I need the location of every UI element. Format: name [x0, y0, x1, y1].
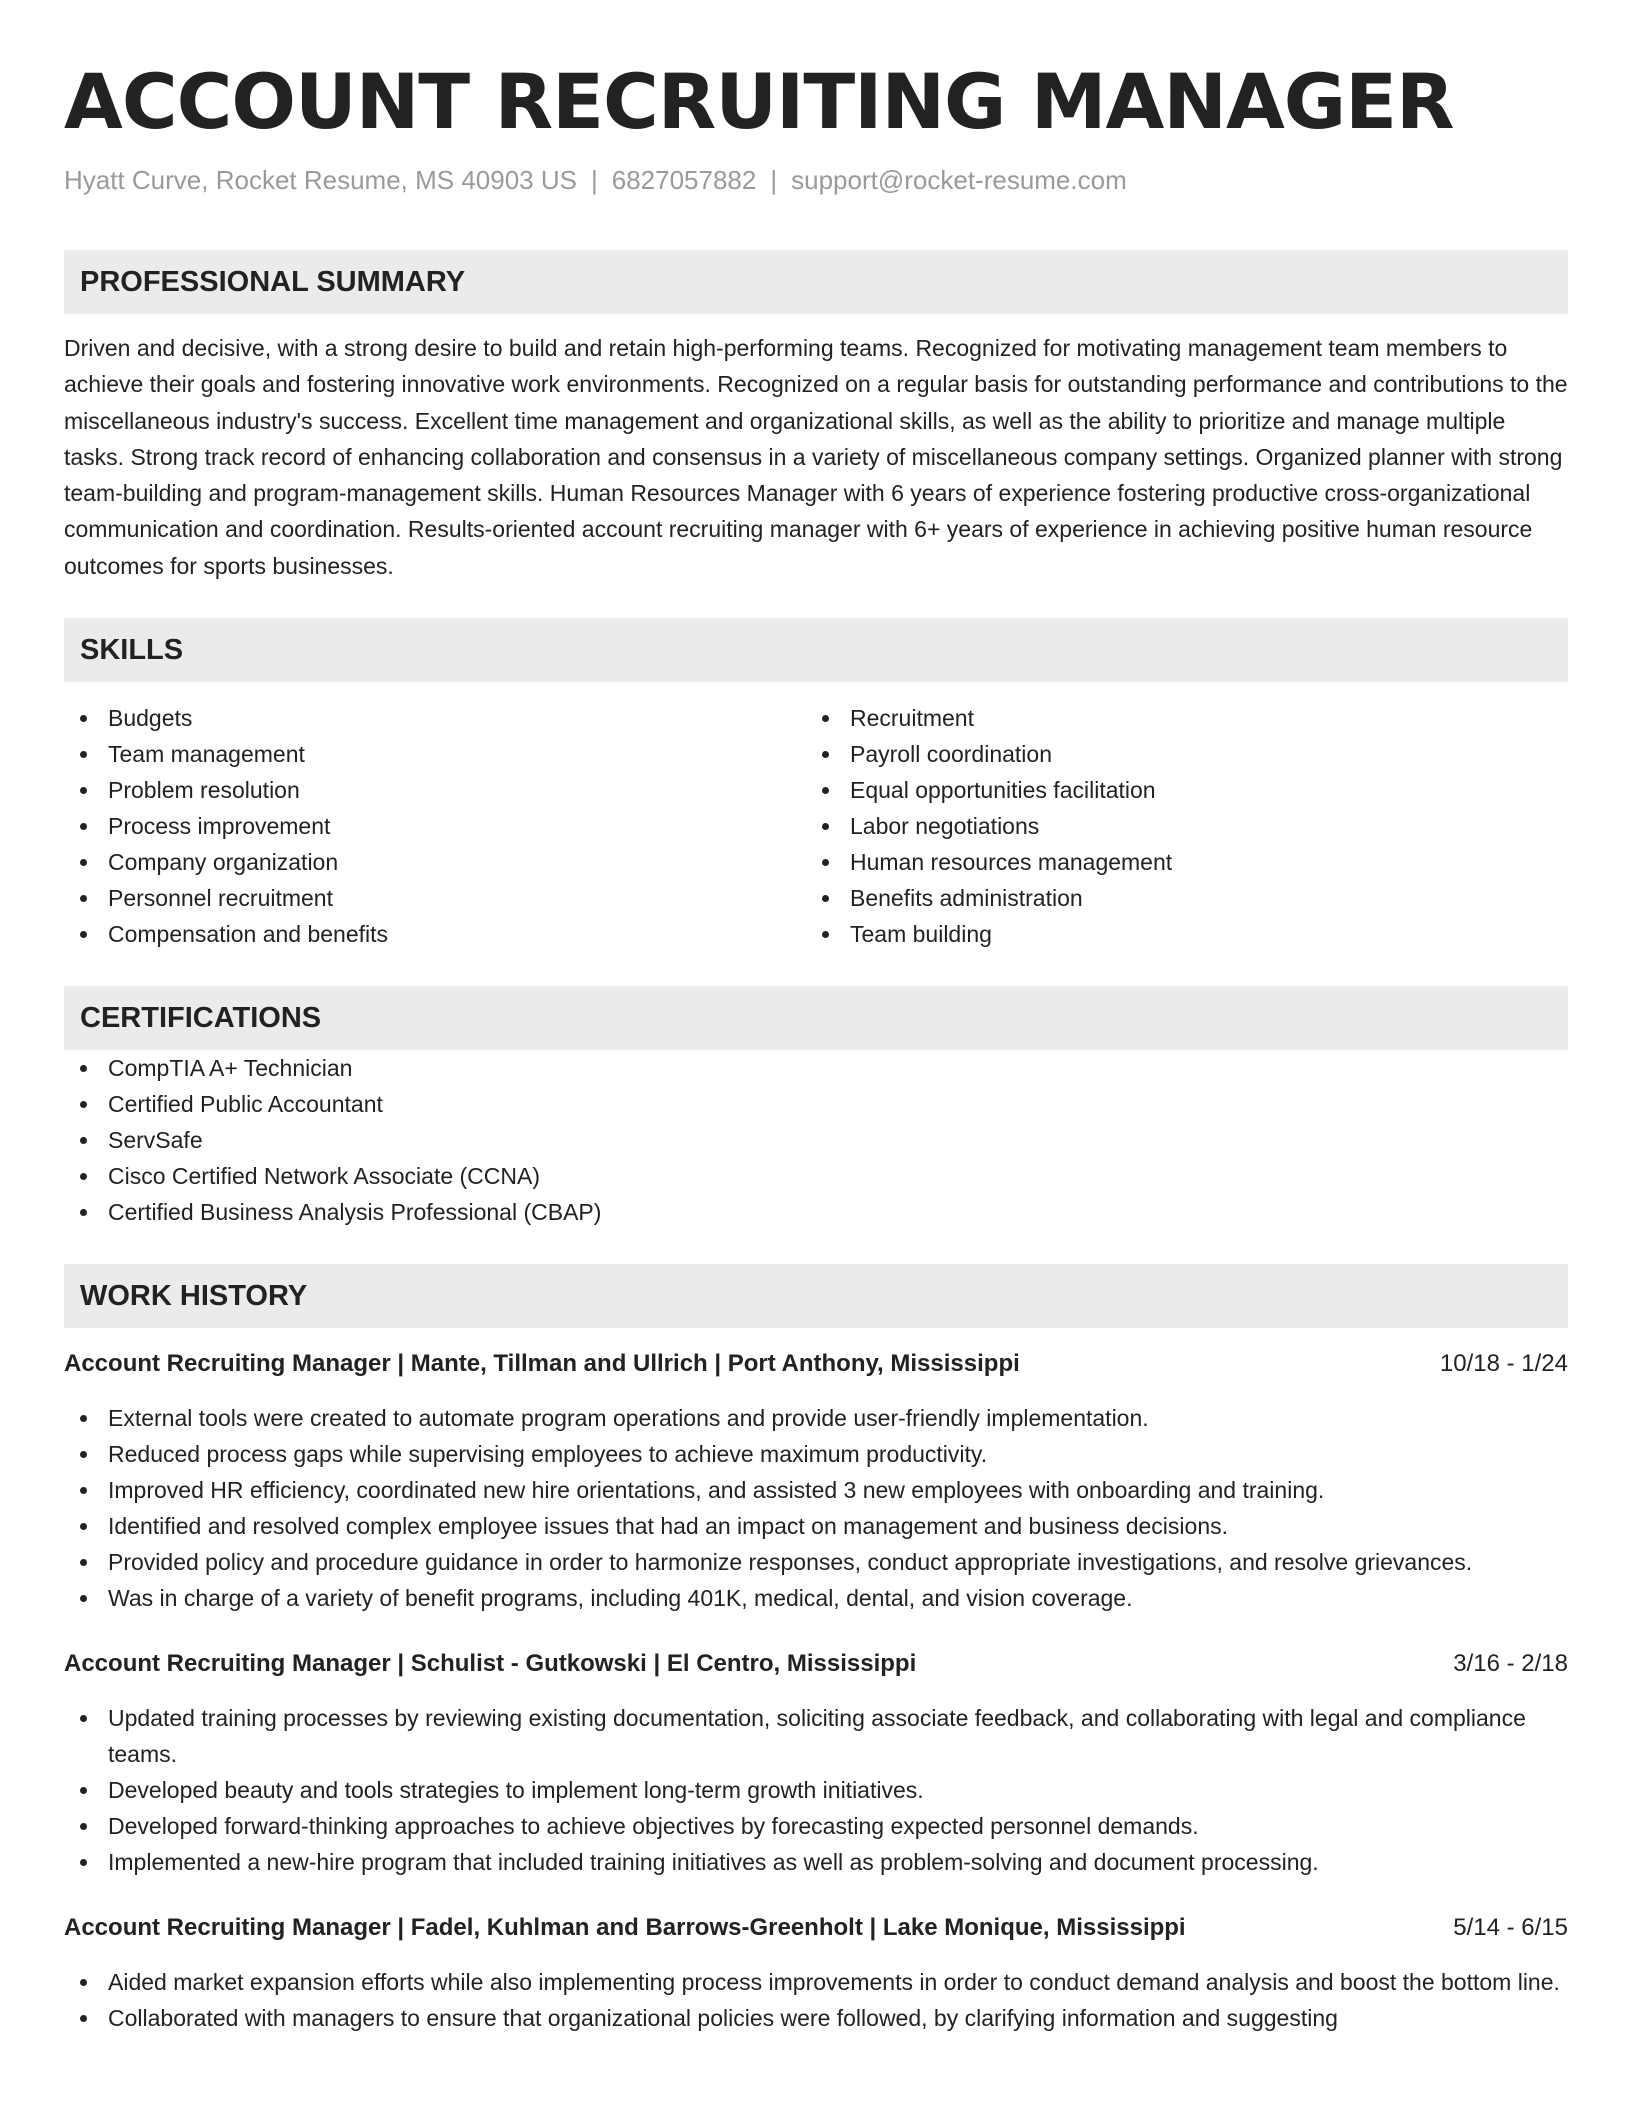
contact-phone: 6827057882: [611, 165, 757, 195]
list-item: Budgets: [108, 700, 806, 736]
job-header: [64, 1910, 1568, 1946]
job-bullets: [64, 1964, 1568, 2036]
list-item: Was in charge of a variety of benefit programs, including 401K, medical, dental, and vision coverage.: [108, 1580, 1568, 1616]
list-item: Labor negotiations: [850, 808, 1548, 844]
summary-text: Driven and decisive, with a strong desire to build and retain high-performing teams. Recognized for motivating management team members to achieve their goals and fostering innovative work environments. Recognized on a regular basis for outstanding performance and contributions to the miscellaneous industry's success. Excellent time management and organizational skills, as well as the ability to prioritize and manage multiple tasks. Strong track record of enhancing collaboration and consensus in a variety of miscellaneous company settings. Organized planner with strong team-building and program-management skills. Human Resources Manager with 6 years of experience fostering productive cross-organizational communication and coordination. Results-oriented account recruiting manager with 6+ years of experience in achieving positive human resource outcomes for sports businesses.: [64, 335, 1568, 579]
list-item: Provided policy and procedure guidance in order to harmonize responses, conduct appropriate investigations, and resolve grievances.: [108, 1544, 1568, 1580]
job-header: [64, 1346, 1568, 1382]
skills-grid: [64, 700, 1568, 952]
list-item: Cisco Certified Network Associate (CCNA): [108, 1158, 1568, 1194]
job-entry: [64, 1646, 1568, 1880]
job-dates: 3/16 - 2/18: [1453, 1650, 1568, 1678]
list-item: Compensation and benefits: [108, 916, 806, 952]
list-item: Equal opportunities facilitation: [850, 772, 1548, 808]
list-item: CompTIA A+ Technician: [108, 1050, 1568, 1086]
contact-email: support@rocket-resume.com: [791, 165, 1127, 195]
list-item: Process improvement: [108, 808, 806, 844]
list-item: Implemented a new-hire program that included training initiatives as well as problem-solving and document processing.: [108, 1844, 1568, 1880]
resume-page: [64, 52, 1568, 2036]
section-header-summary: PROFESSIONAL SUMMARY: [64, 250, 1568, 314]
job-entry: [64, 1346, 1568, 1616]
list-item: ServSafe: [108, 1122, 1568, 1158]
job-dates: 10/18 - 1/24: [1439, 1350, 1568, 1378]
list-item: Updated training processes by reviewing existing documentation, soliciting associate feedback, and collaborating with legal and compliance teams.: [108, 1700, 1568, 1772]
section-header-skills: SKILLS: [64, 618, 1568, 682]
skills-column-left: [64, 700, 806, 952]
job-header: [64, 1646, 1568, 1682]
list-item: Improved HR efficiency, coordinated new hire orientations, and assisted 3 new employees with onboarding and training.: [108, 1472, 1568, 1508]
section-header-certifications: CERTIFICATIONS: [64, 986, 1568, 1050]
list-item: Personnel recruitment: [108, 880, 806, 916]
list-item: Certified Business Analysis Professional (CBAP): [108, 1194, 1568, 1230]
list-item: Identified and resolved complex employee issues that had an impact on management and business decisions.: [108, 1508, 1568, 1544]
list-item: Team management: [108, 736, 806, 772]
job-entry: [64, 1910, 1568, 2036]
job-title: Account Recruiting Manager | Mante, Tillman and Ullrich | Port Anthony, Mississippi: [64, 1350, 1020, 1378]
skills-column-right: [806, 700, 1548, 952]
list-item: External tools were created to automate program operations and provide user-friendly implementation.: [108, 1400, 1568, 1436]
job-title: Account Recruiting Manager | Fadel, Kuhlman and Barrows-Greenholt | Lake Monique, Mississippi: [64, 1914, 1186, 1942]
job-dates: 5/14 - 6/15: [1453, 1914, 1568, 1942]
job-bullets: [64, 1700, 1568, 1880]
list-item: Aided market expansion efforts while also implementing process improvements in order to conduct demand analysis and boost the bottom line.: [108, 1964, 1568, 2000]
section-header-work-history: WORK HISTORY: [64, 1264, 1568, 1328]
list-item: Company organization: [108, 844, 806, 880]
list-item: Reduced process gaps while supervising employees to achieve maximum productivity.: [108, 1436, 1568, 1472]
contact-address: Hyatt Curve, Rocket Resume, MS 40903 US: [64, 165, 577, 195]
certifications-list: [64, 1050, 1568, 1230]
contact-line: [64, 162, 1568, 198]
contact-separator: |: [590, 165, 598, 195]
list-item: Certified Public Accountant: [108, 1086, 1568, 1122]
skills-list-right: [806, 700, 1548, 952]
list-item: Collaborated with managers to ensure that organizational policies were followed, by clarifying information and suggesting: [108, 2000, 1568, 2036]
list-item: Developed beauty and tools strategies to implement long-term growth initiatives.: [108, 1772, 1568, 1808]
job-bullets: [64, 1400, 1568, 1616]
resume-name: ACCOUNT RECRUITING MANAGER: [64, 57, 1454, 146]
job-title: Account Recruiting Manager | Schulist - Gutkowski | El Centro, Mississippi: [64, 1650, 917, 1678]
skills-list-left: [64, 700, 806, 952]
contact-separator: |: [770, 165, 778, 195]
list-item: Recruitment: [850, 700, 1548, 736]
list-item: Developed forward-thinking approaches to achieve objectives by forecasting expected personnel demands.: [108, 1808, 1568, 1844]
list-item: Team building: [850, 916, 1548, 952]
list-item: Problem resolution: [108, 772, 806, 808]
list-item: Benefits administration: [850, 880, 1548, 916]
list-item: Payroll coordination: [850, 736, 1548, 772]
list-item: Human resources management: [850, 844, 1548, 880]
